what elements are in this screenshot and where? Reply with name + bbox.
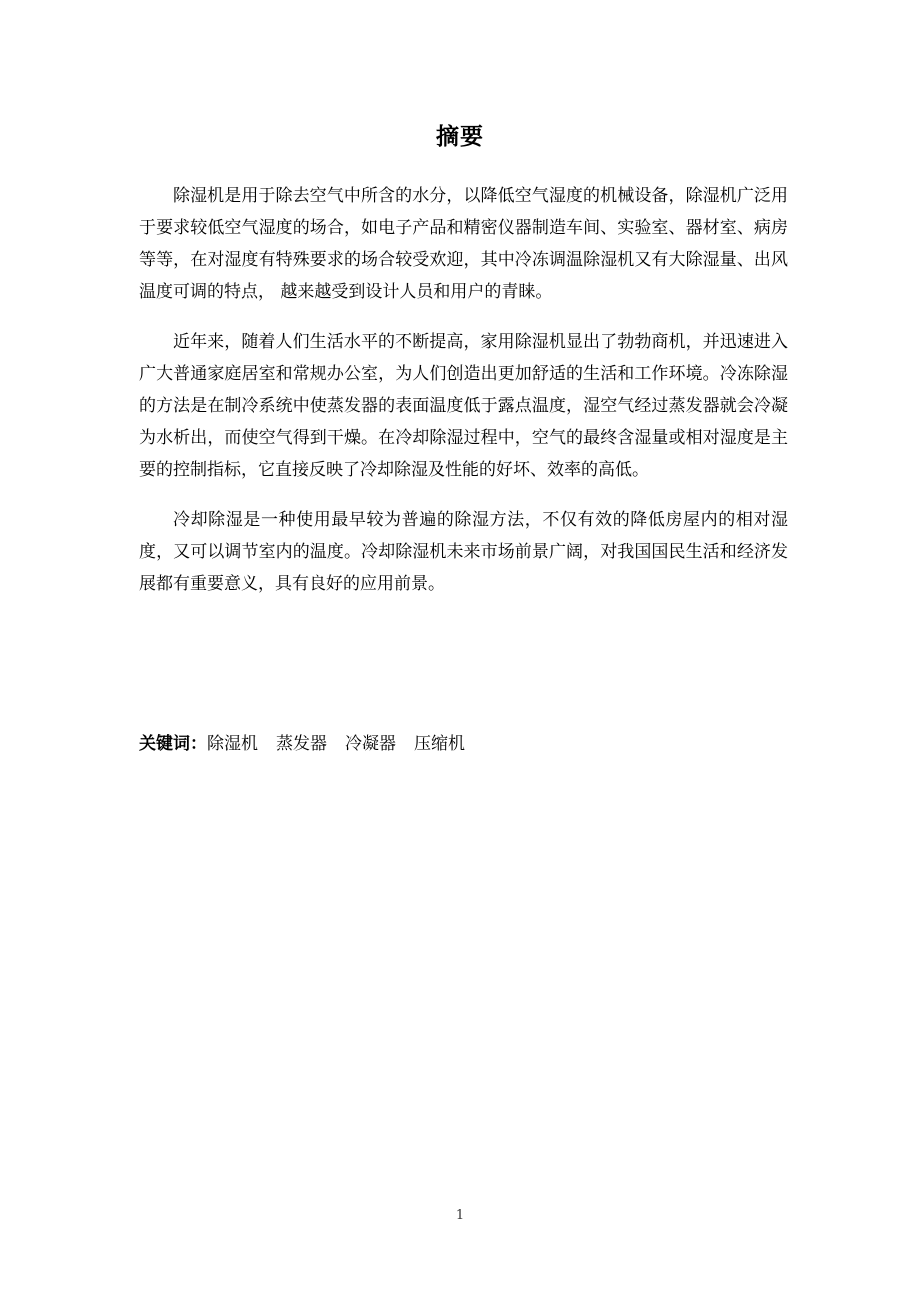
keyword-item: 蒸发器 [276, 734, 327, 754]
abstract-paragraph-1: 除湿机是用于除去空气中所含的水分，以降低空气湿度的机械设备，除湿机广泛用于要求较低空气湿度的场合，如电子产品和精密仪器制造车间、实验室、器材室、病房等等，在对湿度有特殊要求的场合较受欢迎，其中冷冻调温除湿机又有大除湿量、出风温度可调的特点， 越来越受到设计人员和用户的青睐。 [139, 186, 788, 302]
keyword-item: 压缩机 [414, 734, 465, 754]
abstract-paragraph-2: 近年来，随着人们生活水平的不断提高，家用除湿机显出了勃勃商机，并迅速进入广大普通家庭居室和常规办公室，为人们创造出更加舒适的生活和工作环境。冷冻除湿的方法是在制冷系统中使蒸发器的表面温度低于露点温度，湿空气经过蒸发器就会冷凝为水析出，而使空气得到干燥。在冷却除湿过程中，空气的最终含湿量或相对湿度是主要的控制指标，它直接反映了冷却除湿及性能的好坏、效率的高低。 [139, 332, 788, 480]
keywords-line [139, 730, 483, 758]
keywords-label: 关键词： [139, 734, 207, 754]
keyword-item: 除湿机 [207, 734, 258, 754]
abstract-paragraph-3: 冷却除湿是一种使用最早较为普遍的除湿方法，不仅有效的降低房屋内的相对湿度，又可以调节室内的温度。冷却除湿机未来市场前景广阔，对我国国民生活和经济发展都有重要意义，具有良好的应用前景。 [139, 510, 788, 594]
abstract-body [139, 180, 788, 618]
page-number: 1 [455, 1208, 465, 1223]
page-title: 摘要 [436, 124, 484, 150]
keyword-item: 冷凝器 [345, 734, 396, 754]
